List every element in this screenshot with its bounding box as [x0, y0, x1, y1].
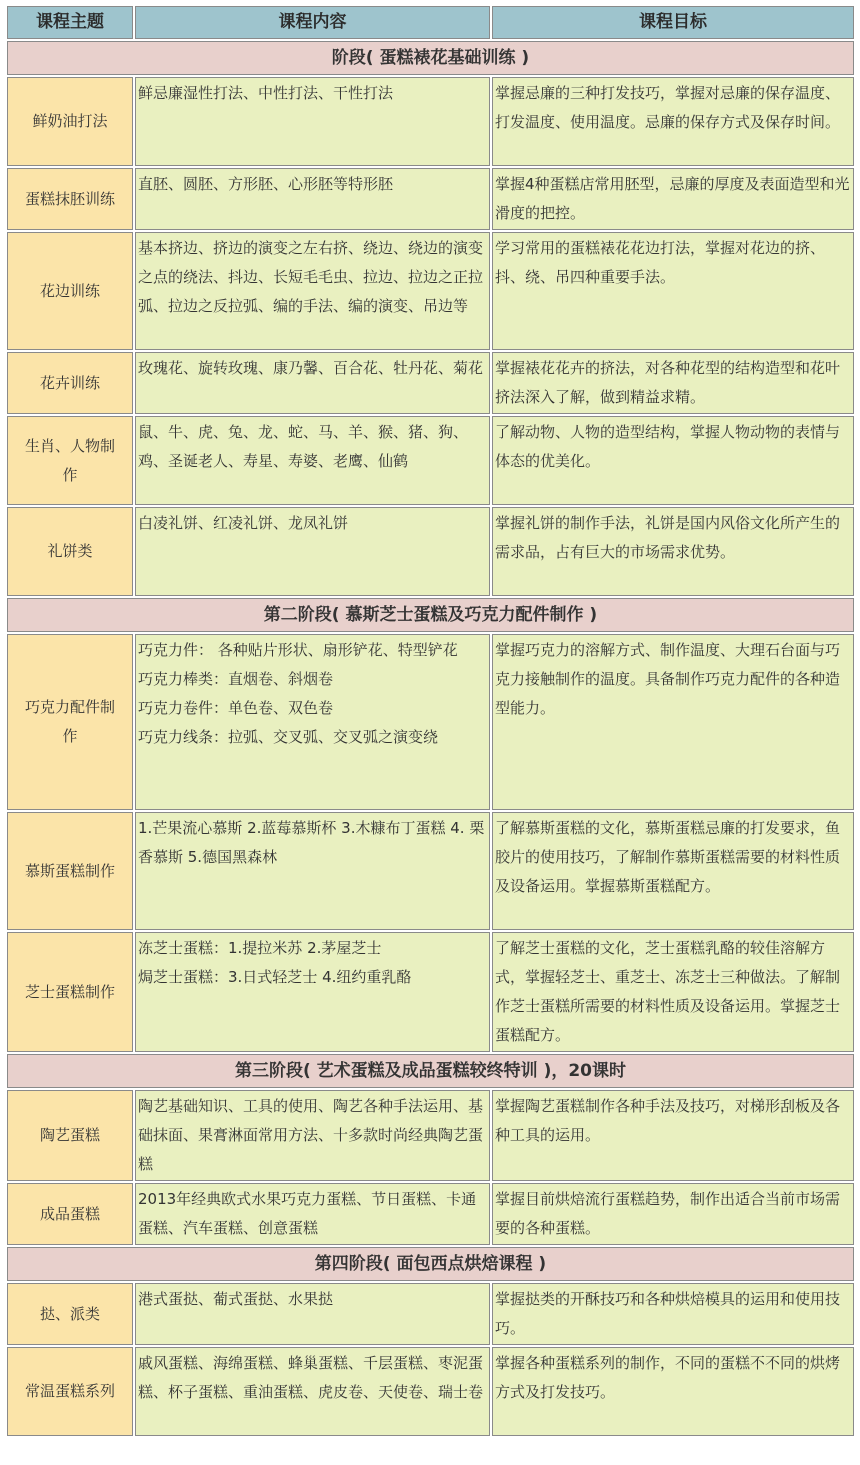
course-topic: 芝士蛋糕制作: [7, 932, 133, 1052]
course-content: [135, 812, 490, 930]
course-table: [5, 4, 856, 1438]
course-content: [135, 352, 490, 414]
course-content: [135, 507, 490, 596]
course-goal: 掌握挞类的开酥技巧和各种烘焙模具的运用和使用技巧。: [492, 1283, 854, 1345]
course-content: [135, 77, 490, 166]
header-goal: 课程目标: [492, 6, 854, 39]
content-line: 巧克力棒类：直烟卷、斜烟卷: [138, 670, 334, 688]
course-row: [7, 232, 854, 350]
course-goal: 掌握礼饼的制作手法，礼饼是国内风俗文化所产生的需求品，占有巨大的市场需求优势。: [492, 507, 854, 596]
content-line: 戚风蛋糕、海绵蛋糕、蜂巢蛋糕、千层蛋糕、枣泥蛋糕、杯子蛋糕、重油蛋糕、虎皮卷、天使卷、瑞士卷: [138, 1354, 484, 1401]
course-topic: 常温蛋糕系列: [7, 1347, 133, 1436]
course-goal: 了解动物、人物的造型结构，掌握人物动物的表情与体态的优美化。: [492, 416, 854, 505]
course-topic: 花卉训练: [7, 352, 133, 414]
course-topic: 挞、派类: [7, 1283, 133, 1345]
course-topic: 礼饼类: [7, 507, 133, 596]
course-row: [7, 352, 854, 414]
content-line: 焗芝士蛋糕：3.日式轻芝士 4.纽约重乳酪: [138, 968, 412, 986]
course-row: [7, 932, 854, 1052]
course-goal: 掌握陶艺蛋糕制作各种手法及技巧，对梯形刮板及各种工具的运用。: [492, 1090, 854, 1181]
content-line: 鲜忌廉湿性打法、中性打法、干性打法: [138, 84, 394, 102]
content-line: 1.芒果流心慕斯 2.蓝莓慕斯杯 3.木糠布丁蛋糕 4. 栗香慕斯 5.德国黑森林: [138, 819, 485, 866]
course-row: [7, 77, 854, 166]
header-row: [7, 6, 854, 39]
course-topic: 成品蛋糕: [7, 1183, 133, 1245]
content-line: 基本挤边、挤边的演变之左右挤、绕边、绕边的演变之点的绕法、抖边、长短毛毛虫、拉边、拉边之正拉弧、拉边之反拉弧、编的手法、编的演变、吊边等: [138, 239, 484, 315]
course-row: [7, 1283, 854, 1345]
content-line: 巧克力件： 各种贴片形状、扇形铲花、特型铲花: [138, 641, 458, 659]
course-goal: 掌握4种蛋糕店常用胚型，忌廉的厚度及表面造型和光滑度的把控。: [492, 168, 854, 230]
course-topic: 鲜奶油打法: [7, 77, 133, 166]
content-line: 直胚、圆胚、方形胚、心形胚等特形胚: [138, 175, 394, 193]
course-row: [7, 812, 854, 930]
course-row: [7, 507, 854, 596]
stage-title: 第四阶段( 面包西点烘焙课程 ): [7, 1247, 854, 1281]
content-line: 玫瑰花、旋转玫瑰、康乃馨、百合花、牡丹花、菊花: [138, 359, 484, 377]
course-topic: 生肖、人物制作: [7, 416, 133, 505]
course-content: [135, 1283, 490, 1345]
stage-title: 阶段( 蛋糕裱花基础训练 ): [7, 41, 854, 75]
course-content: [135, 232, 490, 350]
course-row: [7, 1183, 854, 1245]
content-line: 冻芝士蛋糕：1.提拉米苏 2.茅屋芝士: [138, 939, 382, 957]
content-line: 2013年经典欧式水果巧克力蛋糕、节日蛋糕、卡通蛋糕、汽车蛋糕、创意蛋糕: [138, 1190, 477, 1237]
course-row: [7, 416, 854, 505]
course-goal: 掌握目前烘焙流行蛋糕趋势，制作出适合当前市场需要的各种蛋糕。: [492, 1183, 854, 1245]
course-goal: 掌握裱花花卉的挤法，对各种花型的结构造型和花叶挤法深入了解，做到精益求精。: [492, 352, 854, 414]
stage-row: [7, 41, 854, 75]
course-topic: 花边训练: [7, 232, 133, 350]
course-content: [135, 1347, 490, 1436]
content-line: 陶艺基础知识、工具的使用、陶艺各种手法运用、基础抹面、果膏淋面常用方法、十多款时尚经典陶艺蛋糕: [138, 1097, 484, 1173]
course-goal: 了解慕斯蛋糕的文化，慕斯蛋糕忌廉的打发要求，鱼胶片的使用技巧，了解制作慕斯蛋糕需要的材料性质及设备运用。掌握慕斯蛋糕配方。: [492, 812, 854, 930]
course-topic: 蛋糕抹胚训练: [7, 168, 133, 230]
course-content: [135, 168, 490, 230]
stage-title: 第二阶段( 慕斯芝士蛋糕及巧克力配件制作 ): [7, 598, 854, 632]
course-topic: 陶艺蛋糕: [7, 1090, 133, 1181]
course-content: [135, 1183, 490, 1245]
course-content: [135, 932, 490, 1052]
course-row: [7, 1090, 854, 1181]
content-line: 白凌礼饼、红凌礼饼、龙凤礼饼: [138, 514, 349, 532]
course-topic: 慕斯蛋糕制作: [7, 812, 133, 930]
course-goal: 掌握各种蛋糕系列的制作，不同的蛋糕不不同的烘烤方式及打发技巧。: [492, 1347, 854, 1436]
stage-row: [7, 598, 854, 632]
header-topic: 课程主题: [7, 6, 133, 39]
stage-title: 第三阶段( 艺术蛋糕及成品蛋糕较终特训 )，20课时: [7, 1054, 854, 1088]
course-row: [7, 1347, 854, 1436]
course-table-container: [5, 4, 856, 1438]
course-goal: 掌握巧克力的溶解方式、制作温度、大理石台面与巧克力接触制作的温度。具备制作巧克力配件的各种造型能力。: [492, 634, 854, 810]
content-line: 港式蛋挞、葡式蛋挞、水果挞: [138, 1290, 334, 1308]
course-row: [7, 634, 854, 810]
course-content: [135, 416, 490, 505]
course-content: [135, 634, 490, 810]
course-row: [7, 168, 854, 230]
content-line: 巧克力线条：拉弧、交叉弧、交叉弧之演变绕: [138, 728, 439, 746]
stage-row: [7, 1247, 854, 1281]
stage-row: [7, 1054, 854, 1088]
course-goal: 了解芝士蛋糕的文化，芝士蛋糕乳酪的较佳溶解方式，掌握轻芝士、重芝士、冻芝士三种做法。了解制作芝士蛋糕所需要的材料性质及设备运用。掌握芝士蛋糕配方。: [492, 932, 854, 1052]
header-content: 课程内容: [135, 6, 490, 39]
course-goal: 掌握忌廉的三种打发技巧，掌握对忌廉的保存温度、打发温度、使用温度。忌廉的保存方式及保存时间。: [492, 77, 854, 166]
content-line: 鼠、牛、虎、兔、龙、蛇、马、羊、猴、猪、狗、鸡、圣诞老人、寿星、寿婆、老鹰、仙鹤: [138, 423, 469, 470]
course-content: [135, 1090, 490, 1181]
content-line: 巧克力卷件：单色卷、双色卷: [138, 699, 334, 717]
course-goal: 学习常用的蛋糕裱花花边打法，掌握对花边的挤、抖、绕、吊四种重要手法。: [492, 232, 854, 350]
course-topic: 巧克力配件制作: [7, 634, 133, 810]
